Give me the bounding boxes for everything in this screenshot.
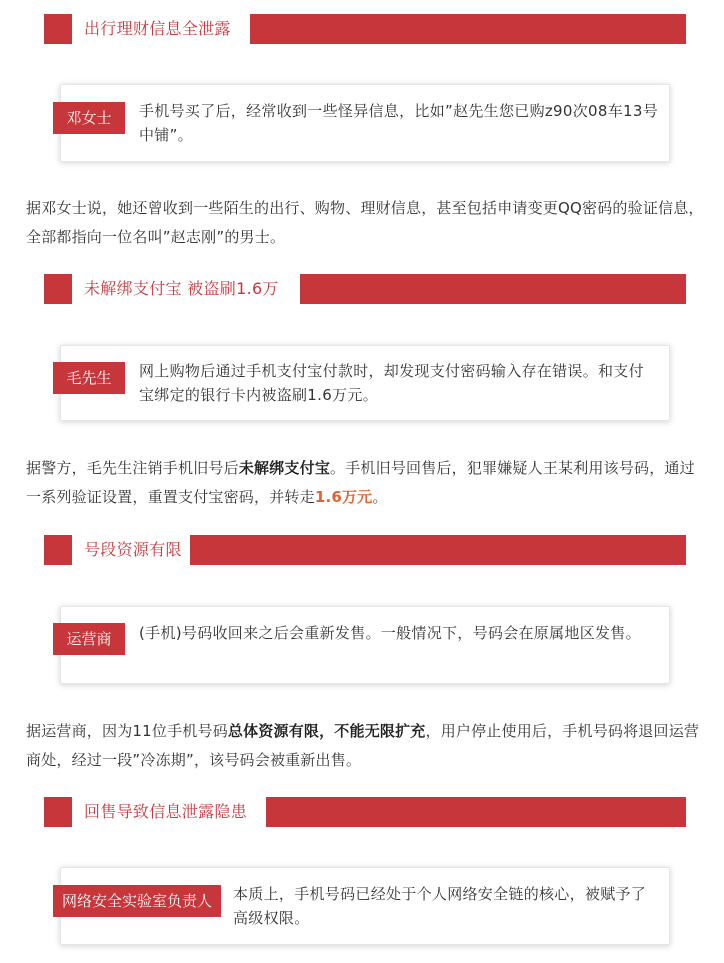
quote-text: 网上购物后通过手机支付宝付款时，却发现支付密码输入存在错误。和支付宝绑定的银行卡内被盗刷1.6万元。 — [139, 362, 644, 404]
header-bar-left — [44, 797, 72, 827]
section-header-2 — [44, 274, 686, 304]
paragraph-2 — [26, 454, 706, 512]
paragraph-text: 。手机旧号回售后，犯罪嫌疑人王某利用该号码，通过一系列验证设置，重置支付宝密码，并转走 — [26, 459, 695, 506]
paragraph-text: 据警方，毛先生注销手机旧号后 — [26, 459, 239, 477]
speaker-tag: 运营商 — [53, 623, 125, 655]
paragraph-1: 据邓女士说，她还曾收到一些陌生的出行、购物、理财信息，甚至包括申请变更QQ密码的验证信息，全部都指向一位名叫”赵志刚”的男士。 — [26, 199, 704, 246]
section-title: 未解绑支付宝 被盗刷1.6万 — [84, 279, 279, 298]
amount-highlight: 1.6万元 — [314, 488, 373, 506]
header-bar-left — [44, 14, 72, 44]
section-title: 出行理财信息全泄露 — [84, 19, 231, 38]
section-title: 回售导致信息泄露隐患 — [84, 802, 248, 821]
quote-text: 本质上，手机号码已经处于个人网络安全链的核心，被赋予了高级权限。 — [233, 885, 647, 927]
emphasis-text: 总体资源有限，不能无限扩充 — [227, 722, 426, 740]
speaker-tag: 邓女士 — [53, 102, 125, 134]
section-header-1 — [44, 14, 686, 44]
speaker-tag: 毛先生 — [53, 362, 125, 394]
quote-text: 手机号买了后，经常收到一些怪异信息，比如”赵先生您已购z90次08车13号中铺”。 — [139, 102, 659, 144]
header-bar-right — [266, 797, 686, 827]
emphasis-text: 未解绑支付宝 — [238, 459, 331, 477]
section-header-3 — [44, 535, 686, 565]
quote-box-4 — [60, 867, 670, 945]
paragraph-text: 据运营商，因为11位手机号码 — [26, 722, 228, 740]
header-bar-right — [300, 274, 686, 304]
section-header-4 — [44, 797, 686, 827]
header-bar-right — [250, 14, 686, 44]
quote-text: (手机)号码收回来之后会重新发售。一般情况下，号码会在原属地区发售。 — [139, 624, 641, 642]
header-bar-left — [44, 535, 72, 565]
paragraph-text: ，用户停止使用后，手机号码将退回运营商处，经过一段”冷冻期”，该号码会被重新出售。 — [26, 722, 700, 769]
speaker-tag: 网络安全实验室负责人 — [53, 885, 221, 917]
quote-box-2 — [60, 345, 670, 421]
paragraph-text: 。 — [372, 488, 388, 506]
section-title: 号段资源有限 — [84, 540, 182, 559]
paragraph-3 — [26, 717, 706, 775]
header-bar-right — [190, 535, 686, 565]
quote-box-3 — [60, 606, 670, 684]
header-bar-left — [44, 274, 72, 304]
quote-box-1 — [60, 84, 670, 162]
